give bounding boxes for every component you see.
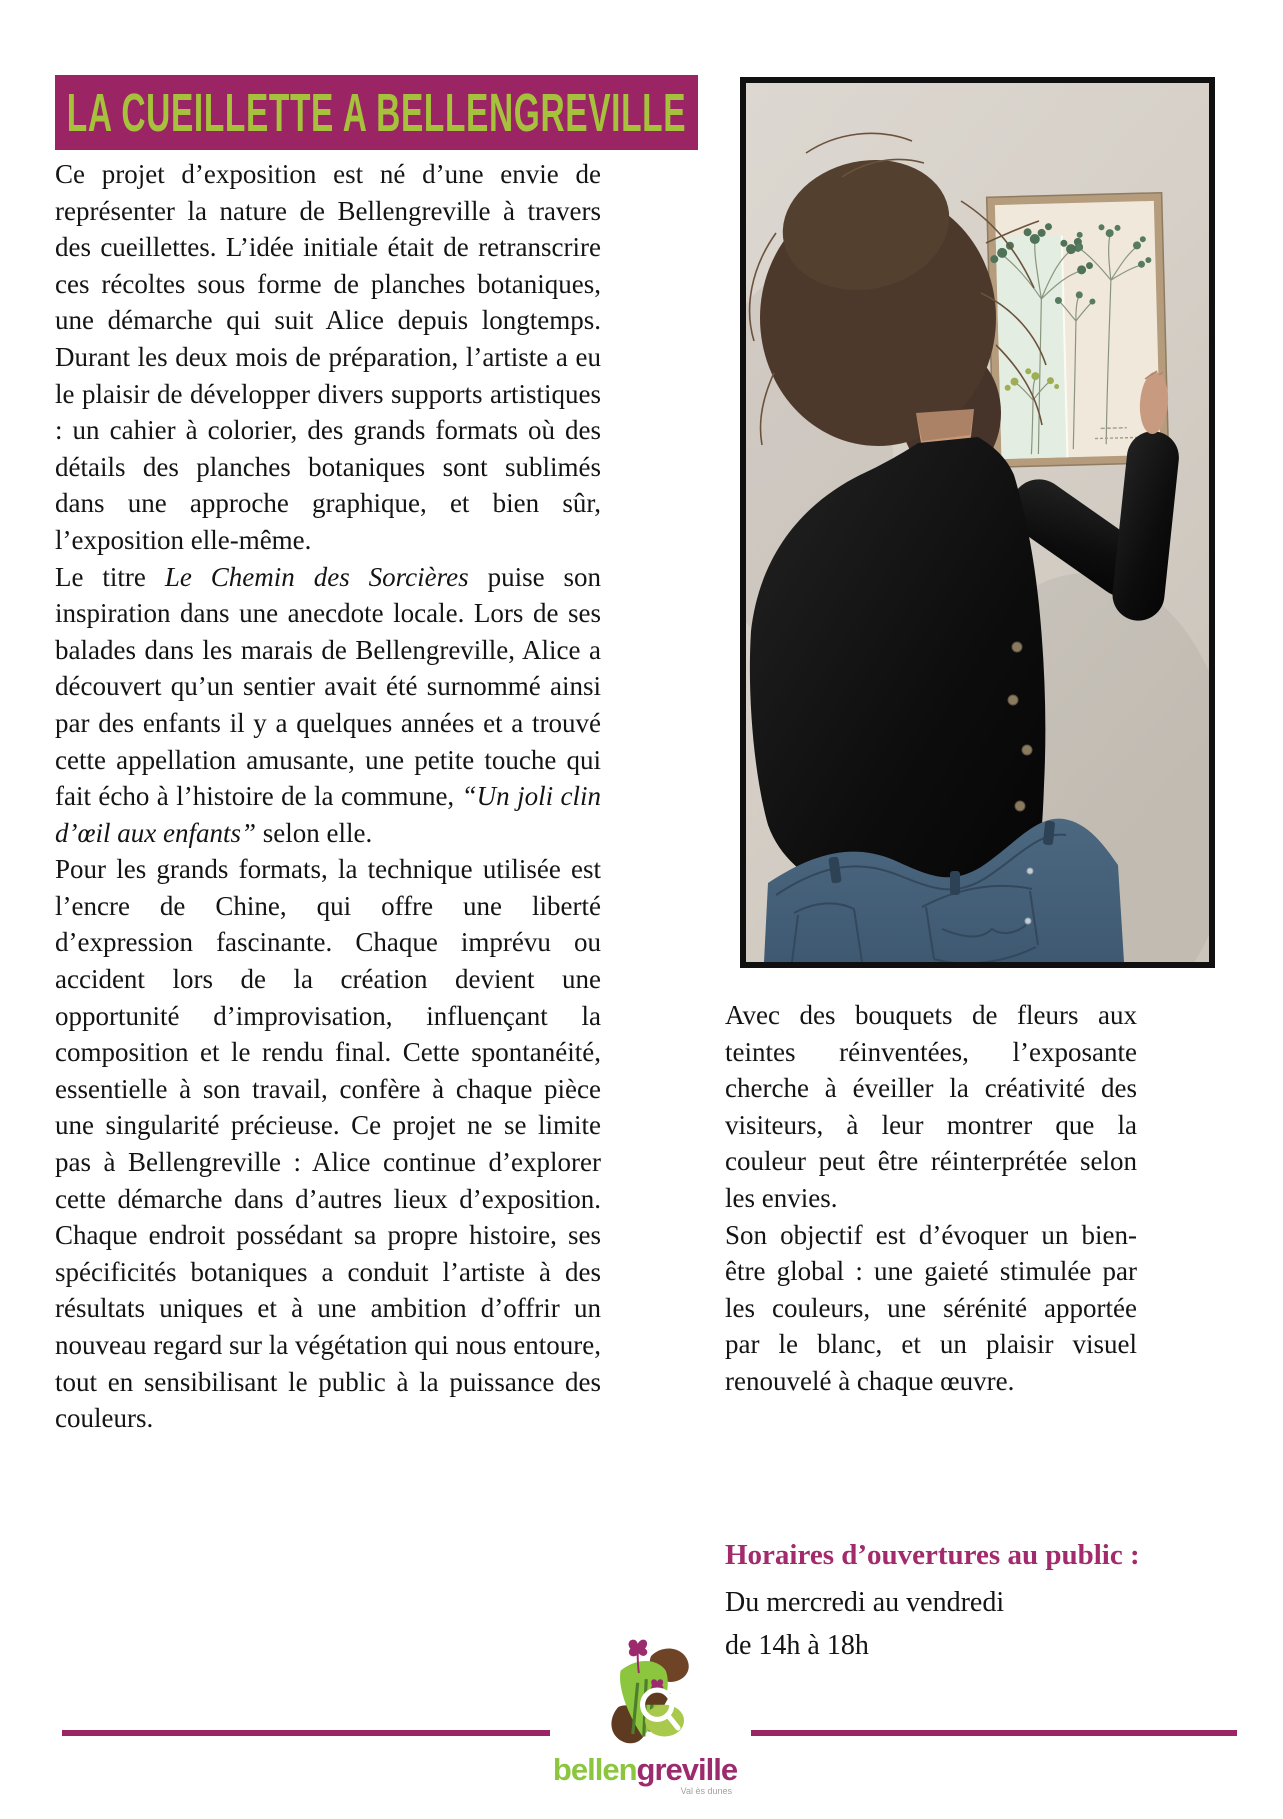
- paragraph-technique: Pour les grands formats, la technique utilisée est l’encre de Chine, qui offre une liberté d’expression fascinante. Chaque imprévu ou accident lors de la création devient une opportunité d’improvisation, influençant la composition et le rendu final. Cette spontanéité, essentielle à son travail, confère à chaque pièce une singularité précieuse. Ce projet ne se limite pas à Bellengreville : Alice continue d’explorer cette démarche dans d’autres lieux d’exposition. Chaque endroit possédant sa propre histoire, ses spécificités botaniques a conduit l’artiste à des résultats uniques et à une ambition d’offrir un nouveau regard sur la végétation qui nous entoure, tout en sensibilisant le public à la puissance des couleurs.: [55, 854, 601, 1434]
- paragraph-objective: Son objectif est d’évoquer un bien-être global : une gaieté stimulée par les couleurs, une sérénité apportée par le blanc, et un plaisir visuel renouvelé à chaque œuvre.: [725, 1219, 1137, 1396]
- right-column: [725, 997, 1137, 1400]
- opening-hours-times: de 14h à 18h: [725, 1630, 869, 1661]
- exhibition-photo: [740, 77, 1215, 968]
- bellengreville-wordmark: [540, 1754, 750, 1785]
- text-run: puise son inspiration dans une anecdote locale. Lors de ses balades dans les marais de Bellengreville, Alice a découvert qu’un sentier avait été surnommé ainsi par des enfants il y a quelques années et a trouvé cette appellation amusante, une petite touche qui fait écho à l’histoire de la commune,: [55, 561, 601, 812]
- photo-illustration: [746, 83, 1209, 962]
- text-run: Le titre: [55, 561, 165, 592]
- quote-italic: “Un joli clin d’œil aux enfants”: [55, 781, 601, 848]
- exhibition-title-italic: Le Chemin des Sorcières: [164, 561, 469, 592]
- title-banner: [55, 75, 698, 150]
- footer-rule-right: [751, 1730, 1237, 1736]
- page-title: LA CUEILLETTE A BELLENGREVILLE: [66, 82, 687, 143]
- bellengreville-logo-icon: [584, 1634, 706, 1756]
- opening-hours-heading: Horaires d’ouvertures au public :: [725, 1539, 1140, 1571]
- paragraph-bouquets: Avec des bouquets de fleurs aux teintes réinventées, l’exposante cherche à éveiller la créativité des visiteurs, à leur montrer que la couleur peut être réinterprétée selon les envies.: [725, 1000, 1137, 1213]
- paragraph-project-origin: Ce projet d’exposition est né d’une envie de représenter la nature de Bellengreville à travers des cueillettes. L’idée initiale était de retranscrire ces récoltes sous forme de planches botaniques, une démarche qui suit Alice depuis longtemps. Durant les deux mois de préparation, l’artiste a eu le plaisir de développer divers supports artistiques : un cahier à colorier, des grands formats où des détails des planches botaniques sont sublimés dans une approche graphique, et bien sûr, l’exposition elle-même.: [55, 159, 601, 555]
- opening-hours-days: Du mercredi au vendredi: [725, 1587, 1005, 1618]
- footer-rule-left: [62, 1730, 550, 1736]
- paragraph-title-anecdote: [55, 559, 601, 852]
- logo-tagline: Val ès dunes: [680, 1786, 732, 1796]
- opening-hours: [725, 1534, 1195, 1667]
- wordmark-part-magenta: greville: [636, 1752, 738, 1787]
- framed-botanical-print: [987, 193, 1169, 467]
- left-column: [55, 156, 601, 1437]
- wordmark-part-green: bellen: [552, 1752, 637, 1787]
- text-run: selon elle.: [256, 817, 373, 848]
- bellengreville-logo: [540, 1634, 750, 1796]
